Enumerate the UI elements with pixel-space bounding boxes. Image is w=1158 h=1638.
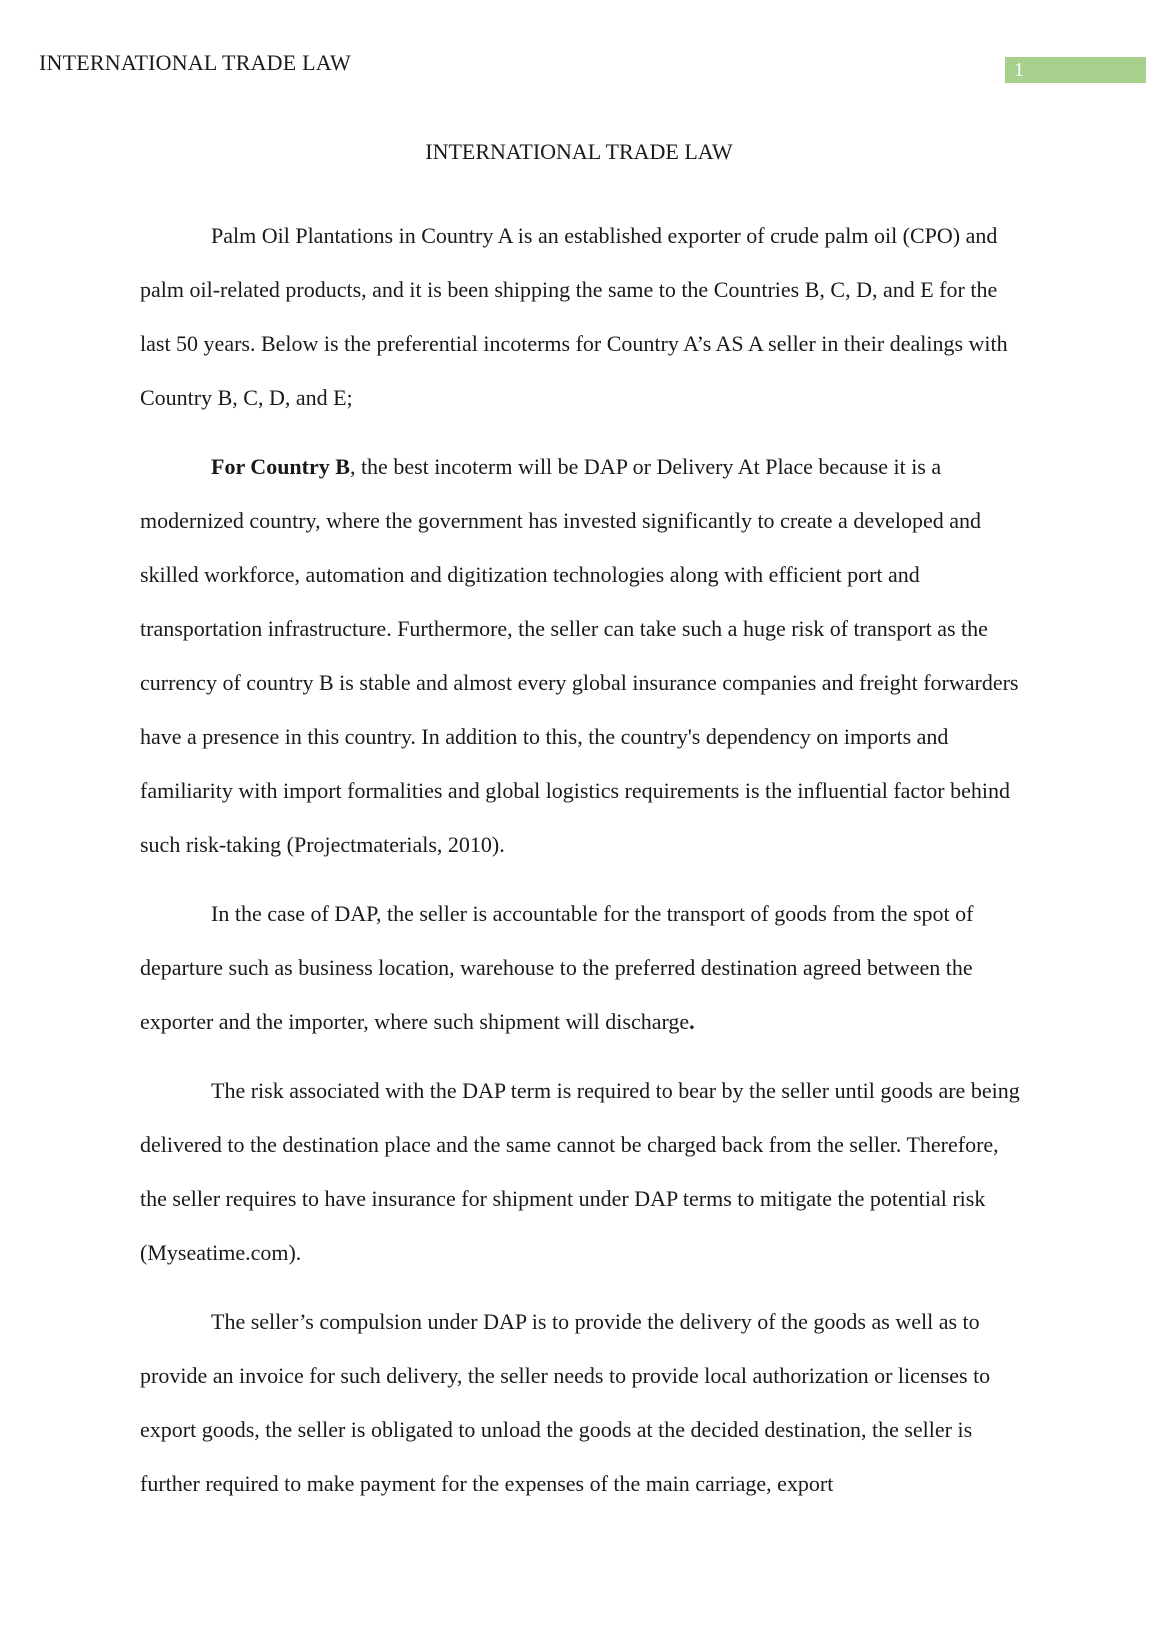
paragraph-intro: Palm Oil Plantations in Country A is an established exporter of crude palm oil (CPO) and palm oil-related products, and it is been shipping the same to the Countries B, C, D, and E for the last 50 years. Below is the preferential incoterms for Country A’s AS A seller in their dealings with Country B, C, D, and E; <box>140 223 1008 410</box>
paragraph-country-b <box>140 440 1028 872</box>
dap-transport-period: . <box>689 1009 695 1034</box>
document-body <box>140 209 1028 1526</box>
page-number: 1 <box>1005 57 1146 83</box>
country-b-heading: For Country B <box>211 454 350 479</box>
paragraph-dap-risk: The risk associated with the DAP term is required to bear by the seller until goods are being delivered to the destination place and the same cannot be charged back from the seller. Therefore, the seller requires to have insurance for shipment under DAP terms to mitigate the potential risk (Myseatime.com). <box>140 1078 1020 1265</box>
running-head: INTERNATIONAL TRADE LAW <box>39 50 352 75</box>
paragraph-dap-obligations: The seller’s compulsion under DAP is to provide the delivery of the goods as well as to provide an invoice for such delivery, the seller needs to provide local authorization or licenses to export goods, the seller is obligated to unload the goods at the decided destination, the seller is further required to make payment for the expenses of the main carriage, export <box>140 1309 991 1496</box>
paragraph-dap-transport <box>140 887 1028 1049</box>
country-b-text: , the best incoterm will be DAP or Delivery At Place because it is a modernized country, where the government has invested significantly to create a developed and skilled workforce, automation and digitization technologies along with efficient port and transportation infrastructure. Furthermore, the seller can take such a huge risk of transport as the currency of country B is stable and almost every global insurance companies and freight forwarders have a presence in this country. In addition to this, the country's dependency on imports and familiarity with import formalities and global logistics requirements is the influential factor behind such risk-taking (Projectmaterials, 2010). <box>140 454 1019 857</box>
document-title: INTERNATIONAL TRADE LAW <box>425 139 733 164</box>
dap-transport-text: In the case of DAP, the seller is accountable for the transport of goods from the spot of departure such as business location, warehouse to the preferred destination agreed between the exporter and the importer, where such shipment will discharge <box>140 901 974 1034</box>
